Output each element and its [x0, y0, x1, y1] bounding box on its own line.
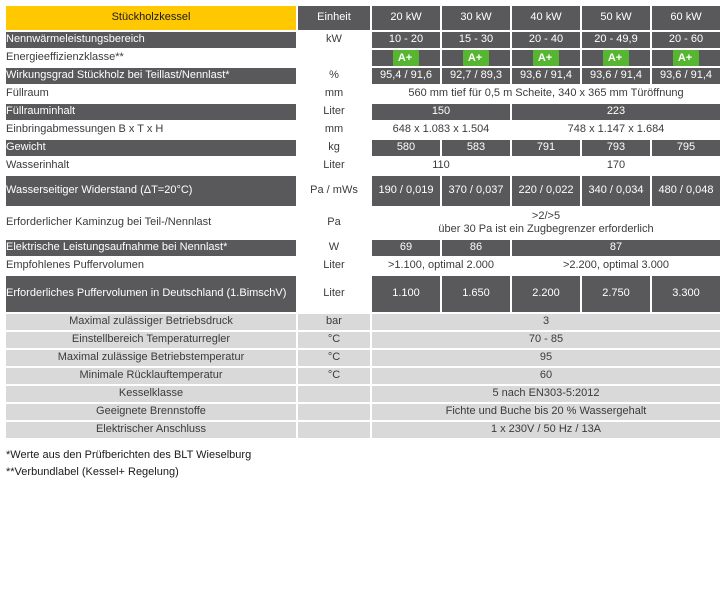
row-value: 2.750	[582, 276, 650, 312]
energy-label-badge: A+	[603, 50, 629, 66]
row-label: Füllrauminhalt	[6, 104, 296, 120]
row-value: 2.200	[512, 276, 580, 312]
row-unit: Pa / mWs	[298, 176, 370, 206]
column-header-model-40kw: 40 kW	[512, 6, 580, 30]
row-value: 95,4 / 91,6	[372, 68, 440, 84]
row-value: 15 - 30	[442, 32, 510, 48]
row-unit: Liter	[298, 258, 370, 274]
table-row	[6, 276, 720, 312]
row-value: 190 / 0,019	[372, 176, 440, 206]
table-row	[6, 332, 720, 348]
row-value: 5 nach EN303-5:2012	[372, 386, 720, 402]
row-value: 1.650	[442, 276, 510, 312]
row-value	[582, 50, 650, 66]
row-value: 3.300	[652, 276, 720, 312]
table-row	[6, 208, 720, 238]
column-header-unit: Einheit	[298, 6, 370, 30]
energy-label-badge: A+	[463, 50, 489, 66]
row-label: Elektrische Leistungsaufnahme bei Nennlast*	[6, 240, 296, 256]
row-label: Wirkungsgrad Stückholz bei Teillast/Nennlast*	[6, 68, 296, 84]
row-value-primary: >2/>5	[531, 209, 561, 222]
row-value: 150	[372, 104, 510, 120]
table-row	[6, 122, 720, 138]
row-value: 70 - 85	[372, 332, 720, 348]
row-value: 370 / 0,037	[442, 176, 510, 206]
column-header-model-60kw: 60 kW	[652, 6, 720, 30]
row-unit	[298, 386, 370, 402]
table-header-row	[6, 6, 720, 30]
row-unit	[298, 422, 370, 438]
row-value: 220 / 0,022	[512, 176, 580, 206]
row-label: Einstellbereich Temperaturregler	[6, 332, 296, 348]
footnote-verbundlabel: **Verbundlabel (Kessel+ Regelung)	[6, 465, 179, 478]
row-value: 60	[372, 368, 720, 384]
footnote-blt: *Werte aus den Prüfberichten des BLT Wieselburg	[6, 449, 252, 461]
row-value	[512, 50, 580, 66]
row-value	[442, 50, 510, 66]
table-title: Stückholzkessel	[6, 6, 296, 30]
row-value: 648 x 1.083 x 1.504	[372, 122, 510, 138]
row-unit: Liter	[298, 276, 370, 312]
row-value: 93,6 / 91,4	[582, 68, 650, 84]
row-unit: kg	[298, 140, 370, 156]
row-value: 69	[372, 240, 440, 256]
energy-label-badge: A+	[533, 50, 559, 66]
row-unit: °C	[298, 368, 370, 384]
table-row	[6, 258, 720, 274]
row-value: 340 / 0,034	[582, 176, 650, 206]
row-unit: mm	[298, 86, 370, 102]
row-label: Gewicht	[6, 140, 296, 156]
row-value: >2.200, optimal 3.000	[512, 258, 720, 274]
row-value	[372, 50, 440, 66]
row-value: 10 - 20	[372, 32, 440, 48]
row-label: Empfohlenes Puffervolumen	[6, 258, 296, 274]
row-value: >1.100, optimal 2.000	[372, 258, 510, 274]
energy-label-badge: A+	[673, 50, 699, 66]
row-label: Erforderlicher Kaminzug bei Teil-/Nennlast	[6, 208, 296, 238]
row-label: Wasserseitiger Widerstand (ΔT=20°C)	[6, 176, 296, 206]
row-label: Nennwärmeleistungsbereich	[6, 32, 296, 48]
row-label: Maximal zulässige Betriebstemperatur	[6, 350, 296, 366]
row-value: 583	[442, 140, 510, 156]
row-value: 95	[372, 350, 720, 366]
row-label: Erforderliches Puffervolumen in Deutschland (1.BimschV)	[6, 276, 296, 312]
table-row	[6, 176, 720, 206]
row-unit: kW	[298, 32, 370, 48]
energy-label-badge: A+	[393, 50, 419, 66]
table-row	[6, 32, 720, 48]
row-value: 93,6 / 91,4	[652, 68, 720, 84]
row-value	[372, 208, 720, 238]
row-value: 110	[372, 158, 510, 174]
row-value: 480 / 0,048	[652, 176, 720, 206]
row-value	[652, 50, 720, 66]
column-header-model-20kw: 20 kW	[372, 6, 440, 30]
table-row	[6, 368, 720, 384]
row-value: 795	[652, 140, 720, 156]
row-label: Wasserinhalt	[6, 158, 296, 174]
row-label: Einbringabmessungen B x T x H	[6, 122, 296, 138]
row-value: 580	[372, 140, 440, 156]
row-value: 20 - 60	[652, 32, 720, 48]
row-unit: Pa	[298, 208, 370, 238]
row-unit	[298, 404, 370, 420]
row-value: 1 x 230V / 50 Hz / 13A	[372, 422, 720, 438]
row-value: 92,7 / 89,3	[442, 68, 510, 84]
row-value: 793	[582, 140, 650, 156]
row-label: Energieeffizienzklasse**	[6, 50, 296, 66]
row-label: Maximal zulässiger Betriebsdruck	[6, 314, 296, 330]
specification-table	[4, 4, 722, 440]
row-value: 20 - 49,9	[582, 32, 650, 48]
table-row	[6, 50, 720, 66]
row-value: 791	[512, 140, 580, 156]
row-unit: bar	[298, 314, 370, 330]
table-row	[6, 140, 720, 156]
row-value: 20 - 40	[512, 32, 580, 48]
row-value: 87	[512, 240, 720, 256]
row-unit	[298, 50, 370, 66]
row-label: Geeignete Brennstoffe	[6, 404, 296, 420]
row-unit: W	[298, 240, 370, 256]
row-unit: Liter	[298, 158, 370, 174]
table-row	[6, 104, 720, 120]
row-unit: °C	[298, 332, 370, 348]
row-value: 748 x 1.147 x 1.684	[512, 122, 720, 138]
row-unit: %	[298, 68, 370, 84]
table-row	[6, 158, 720, 174]
table-row	[6, 404, 720, 420]
row-value-note: über 30 Pa ist ein Zugbegrenzer erforderlich	[438, 223, 654, 235]
table-row	[6, 314, 720, 330]
row-unit: °C	[298, 350, 370, 366]
row-label: Minimale Rücklauftemperatur	[6, 368, 296, 384]
row-value: 86	[442, 240, 510, 256]
row-value: 170	[512, 158, 720, 174]
footnotes	[0, 447, 722, 480]
row-unit: Liter	[298, 104, 370, 120]
column-header-model-30kw: 30 kW	[442, 6, 510, 30]
table-row	[6, 350, 720, 366]
table-row	[6, 240, 720, 256]
row-unit: mm	[298, 122, 370, 138]
table-row	[6, 386, 720, 402]
row-label: Füllraum	[6, 86, 296, 102]
row-value: Fichte und Buche bis 20 % Wassergehalt	[372, 404, 720, 420]
row-label: Elektrischer Anschluss	[6, 422, 296, 438]
table-row	[6, 86, 720, 102]
row-value: 1.100	[372, 276, 440, 312]
row-value: 223	[512, 104, 720, 120]
row-value: 560 mm tief für 0,5 m Scheite, 340 x 365 mm Türöffnung	[372, 86, 720, 102]
row-label: Kesselklasse	[6, 386, 296, 402]
table-row	[6, 68, 720, 84]
row-value: 93,6 / 91,4	[512, 68, 580, 84]
table-row	[6, 422, 720, 438]
row-value: 3	[372, 314, 720, 330]
column-header-model-50kw: 50 kW	[582, 6, 650, 30]
